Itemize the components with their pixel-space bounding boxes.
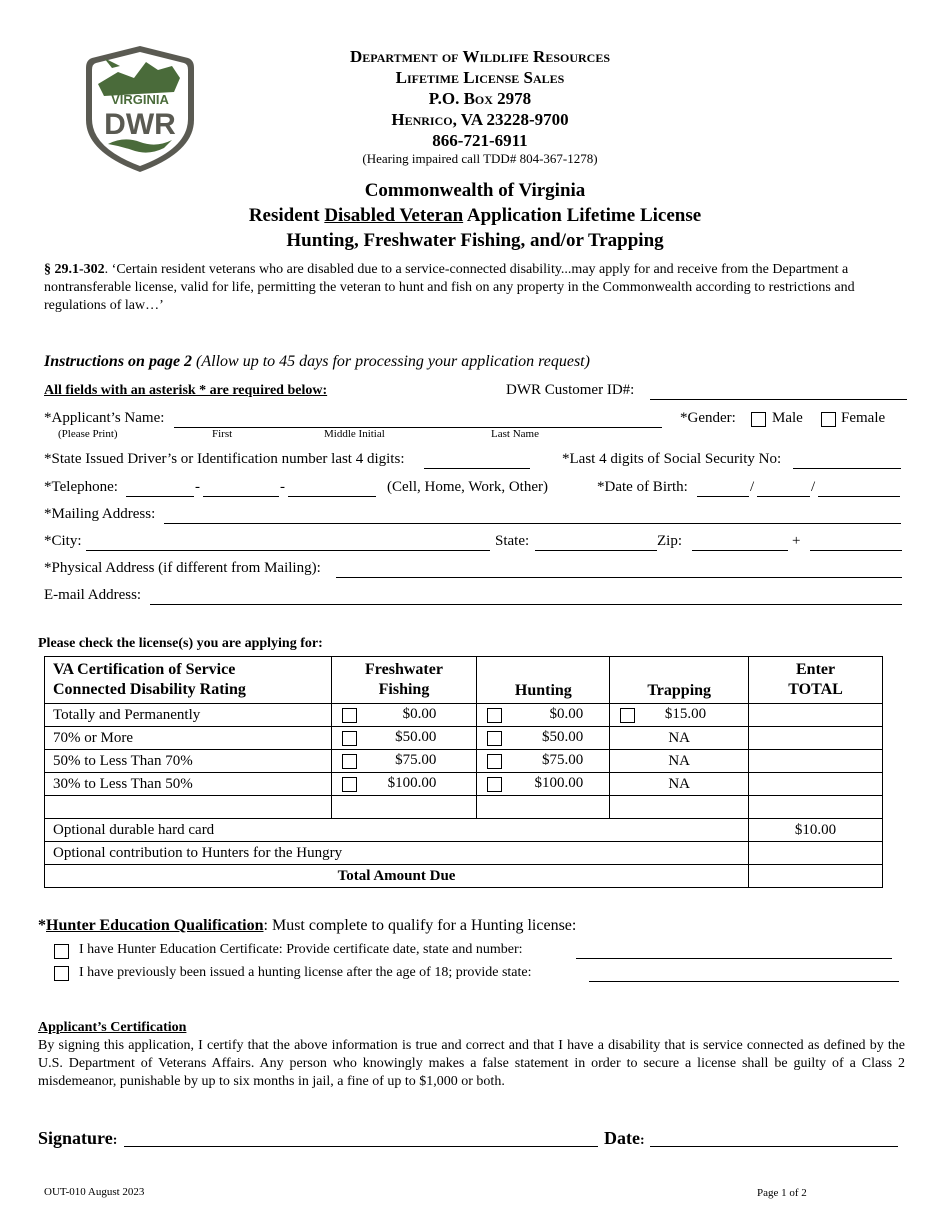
hard-card-price: $10.00: [749, 819, 883, 842]
physical-field[interactable]: [336, 560, 902, 578]
last-caption: Last Name: [491, 428, 539, 440]
table-row-blank: [45, 796, 883, 819]
phone-area-field[interactable]: [126, 479, 194, 497]
phone-line-field[interactable]: [288, 479, 376, 497]
dob-year-field[interactable]: [818, 479, 900, 497]
hunting-cell: $100.00: [477, 773, 610, 796]
total-cell[interactable]: [749, 750, 883, 773]
date-label: Date:: [604, 1128, 645, 1148]
table-row: [45, 727, 883, 750]
hunter-ed-cert-checkbox[interactable]: [54, 944, 69, 959]
email-field[interactable]: [150, 587, 902, 605]
name-field[interactable]: [174, 410, 662, 428]
certification-text: By signing this application, I certify that the above information is true and correct and that I have a disability that is service connected as defined by the U.S. Department of Veterans Affairs. Any person who knowingly makes a false statement in order to secure a license shall be guilty of a Class 2 misdemeanor, punishable by up to six months in jail, a fine of up to $1,000 or both.: [38, 1038, 905, 1089]
hard-card-row: [45, 819, 883, 842]
statute-text: § 29.1-302. ‘Certain resident veterans who are disabled due to a service-connected disability...may apply for and receive from the Department a nontransferable license, valid for life, permitting the veteran to hunt and fish on any property in the Commonwealth according to restrictions and regulations of law…’: [44, 262, 855, 313]
hunting-checkbox[interactable]: [487, 731, 502, 746]
hunting-cell: $50.00: [477, 727, 610, 750]
female-label: Female: [841, 410, 886, 426]
total-cell[interactable]: [749, 704, 883, 727]
female-checkbox[interactable]: [821, 412, 836, 427]
total-cell[interactable]: [749, 773, 883, 796]
dwr-logo: [84, 44, 196, 174]
title-line1: Commonwealth of Virginia: [364, 180, 586, 201]
logo-agency-text: DWR: [104, 108, 176, 141]
required-note: All fields with an asterisk * are required below:: [44, 383, 328, 398]
gender-label: *Gender:: [680, 410, 736, 426]
city-field[interactable]: [86, 533, 490, 551]
please-print-note: (Please Print): [58, 428, 118, 440]
rating-label: 50% to Less Than 70%: [45, 750, 332, 773]
license-table: [44, 656, 883, 888]
city-label: *City:: [44, 533, 82, 549]
phone-label: *Telephone:: [44, 479, 118, 495]
signature-label: Signature:: [38, 1128, 118, 1148]
dob-day-field[interactable]: [757, 479, 810, 497]
trapping-cell: NA: [610, 750, 749, 773]
fishing-cell: $0.00: [331, 704, 477, 727]
rating-label: 70% or More: [45, 727, 332, 750]
male-label: Male: [772, 410, 803, 426]
header-hunting: Hunting: [477, 657, 610, 704]
fishing-cell: $75.00: [331, 750, 477, 773]
hunter-ed-heading: *Hunter Education Qualification: Must complete to qualify for a Hunting license:: [38, 917, 577, 934]
dl-field[interactable]: [424, 451, 530, 469]
prior-license-checkbox[interactable]: [54, 966, 69, 981]
dob-month-field[interactable]: [697, 479, 749, 497]
instructions: Instructions on page 2 (Allow up to 45 days for processing your application request): [44, 353, 590, 370]
prior-license-field[interactable]: [589, 965, 899, 982]
total-due-amount[interactable]: [749, 865, 883, 888]
zip-field[interactable]: [692, 533, 788, 551]
fishing-cell: $50.00: [331, 727, 477, 750]
state-field[interactable]: [535, 533, 657, 551]
hunting-cell: $75.00: [477, 750, 610, 773]
header-fishing: Freshwater Fishing: [331, 657, 477, 704]
hunting-checkbox[interactable]: [487, 708, 502, 723]
mailing-field[interactable]: [164, 506, 901, 524]
hard-card-label: Optional durable hard card: [45, 819, 749, 842]
hunter-ed-cert-label: I have Hunter Education Certificate: Provide certificate date, state and number:: [79, 942, 523, 957]
form-number: OUT-010 August 2023: [44, 1186, 145, 1198]
certification-title: Applicant’s Certification: [38, 1020, 187, 1035]
table-row: [45, 750, 883, 773]
header-phone: 866-721-6911: [432, 131, 528, 150]
rating-label: Totally and Permanently: [45, 704, 332, 727]
total-due-row: [45, 865, 883, 888]
license-prompt: Please check the license(s) you are applying for:: [38, 636, 323, 651]
header-tdd: (Hearing impaired call TDD# 804-367-1278): [362, 151, 598, 166]
header-rating: VA Certification of Service Connected Disability Rating: [45, 657, 332, 704]
date-field[interactable]: [650, 1128, 898, 1147]
hunting-checkbox[interactable]: [487, 754, 502, 769]
contribution-row: [45, 842, 883, 865]
logo-state-text: VIRGINIA: [111, 92, 169, 107]
hunting-checkbox[interactable]: [487, 777, 502, 792]
page-number: Page 1 of 2: [757, 1187, 807, 1199]
dob-label: *Date of Birth:: [597, 479, 688, 495]
header-unit: Lifetime License Sales: [395, 68, 565, 87]
customer-id-label: DWR Customer ID#:: [506, 382, 635, 398]
header-pobox: P.O. Box 2978: [428, 89, 532, 108]
contribution-label: Optional contribution to Hunters for the Hungry: [45, 842, 749, 865]
dl-label: *State Issued Driver’s or Identification number last 4 digits:: [44, 451, 405, 467]
physical-label: *Physical Address (if different from Mailing):: [44, 560, 321, 576]
fishing-checkbox[interactable]: [342, 754, 357, 769]
name-label: *Applicant’s Name:: [44, 410, 165, 426]
hunting-cell: $0.00: [477, 704, 610, 727]
hunter-ed-cert-field[interactable]: [576, 942, 892, 959]
header-dept: Department of Wildlife Resources: [349, 47, 611, 66]
header-trapping: Trapping: [610, 657, 749, 704]
fishing-cell: $100.00: [331, 773, 477, 796]
zip-label: Zip:: [657, 533, 682, 549]
title-line2: Resident Disabled Veteran Application Lifetime License: [248, 205, 702, 226]
first-caption: First: [212, 428, 233, 440]
prior-license-label: I have previously been issued a hunting license after the age of 18; provide state:: [79, 965, 532, 980]
rating-label: 30% to Less Than 50%: [45, 773, 332, 796]
license-header-row: [45, 657, 883, 704]
signature-field[interactable]: [124, 1128, 598, 1147]
header-total: Enter TOTAL: [749, 657, 883, 704]
phone-prefix-field[interactable]: [203, 479, 279, 497]
phone-types-note: (Cell, Home, Work, Other): [387, 479, 548, 495]
header-city: Henrico, VA 23228-9700: [391, 110, 569, 129]
trapping-cell: NA: [610, 773, 749, 796]
fishing-checkbox[interactable]: [342, 731, 357, 746]
total-due-label: Total Amount Due: [45, 865, 749, 888]
trapping-cell: NA: [610, 727, 749, 750]
fishing-checkbox[interactable]: [342, 708, 357, 723]
email-label: E-mail Address:: [44, 587, 142, 603]
title-line3: Hunting, Freshwater Fishing, and/or Trapping: [286, 230, 664, 251]
total-cell[interactable]: [749, 727, 883, 750]
zip-ext-field[interactable]: [810, 533, 902, 551]
mailing-label: *Mailing Address:: [44, 506, 156, 522]
trapping-checkbox[interactable]: [620, 708, 635, 723]
ssn-label: *Last 4 digits of Social Security No:: [562, 451, 782, 467]
table-row: [45, 773, 883, 796]
middle-caption: Middle Initial: [324, 428, 385, 440]
male-checkbox[interactable]: [751, 412, 766, 427]
state-label: State:: [495, 533, 530, 549]
fishing-checkbox[interactable]: [342, 777, 357, 792]
trapping-cell: $15.00: [610, 704, 749, 727]
customer-id-field[interactable]: [650, 382, 907, 400]
table-row: [45, 704, 883, 727]
contribution-amount[interactable]: [749, 842, 883, 865]
ssn-field[interactable]: [793, 451, 901, 469]
